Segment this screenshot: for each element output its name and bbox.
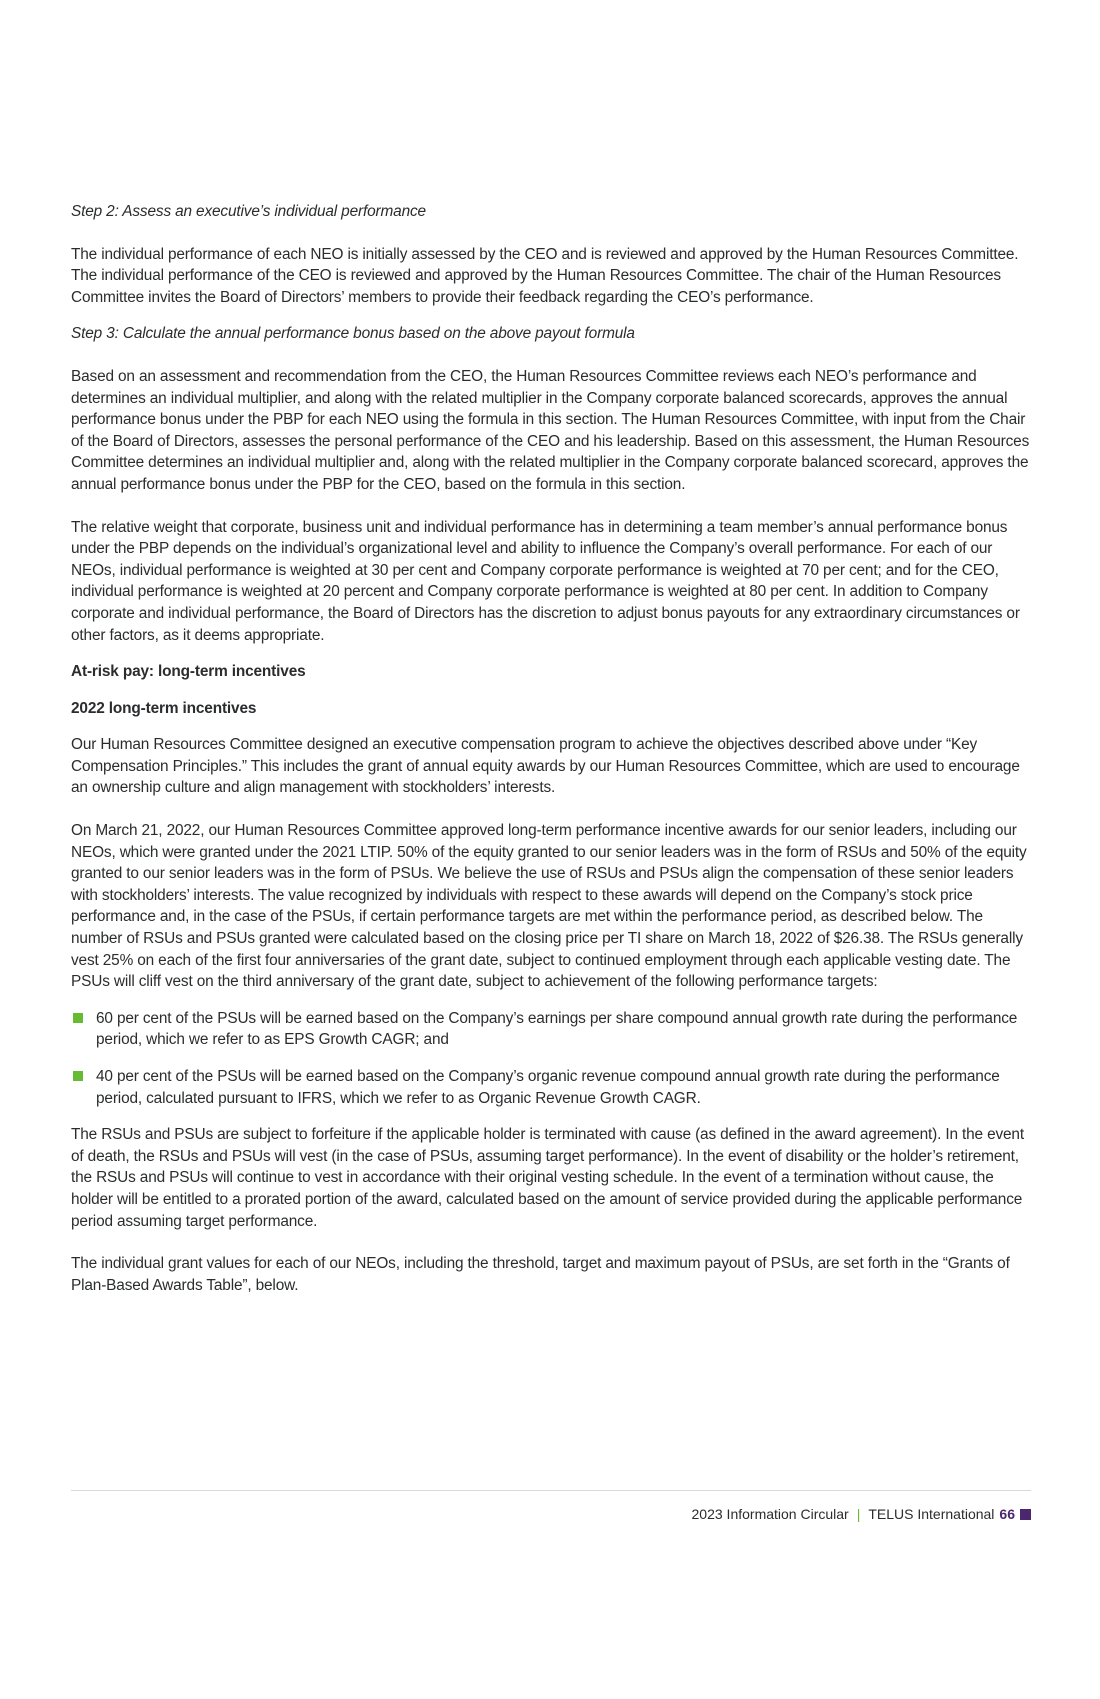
footer-divider — [71, 1490, 1031, 1491]
lti-paragraph-2: On March 21, 2022, our Human Resources Committee approved long-term performance incentive awards for our senior leaders, including our NEOs, which were granted under the 2021 LTIP. 50% of the equity granted to our senior leaders was in the form of RSUs and 50% of the equity granted to our senior leaders was in the form of PSUs. We believe the use of RSUs and PSUs align the compensation of these senior leaders with stockholders’ interests. The value recognized by individuals with respect to these awards will depend on the Company’s stock price performance and, in the case of the PSUs, if certain performance targets are met within the performance period, as described below. The number of RSUs and PSUs granted were calculated based on the closing price per TI share on March 18, 2022 of $26.38. The RSUs generally vest 25% on each of the first four anniversaries of the grant date, subject to continued employment through each applicable vesting date. The PSUs will cliff vest on the third anniversary of the grant date, subject to achievement of the following performance targets: — [71, 822, 1027, 991]
grant-values-paragraph: The individual grant values for each of our NEOs, including the threshold, target and maximum payout of PSUs, are set forth in the “Grants of Plan-Based Awards Table”, below. — [71, 1255, 1010, 1294]
list-item-text: 60 per cent of the PSUs will be earned based on the Company’s earnings per share compound annual growth rate during the performance period, which we refer to as EPS Growth CAGR; and — [96, 1009, 1018, 1049]
step3-paragraph-2: The relative weight that corporate, business unit and individual performance has in determining a team member’s annual performance bonus under the PBP depends on the individual’s organizational level and ability to influence the Company’s overall performance. For each of our NEOs, individual performance is weighted at 30 per cent and Company corporate performance is weighted at 70 per cent; and for the CEO, individual performance is weighted at 20 percent and Company corporate performance is weighted at 80 per cent. In addition to Company corporate and individual performance, the Board of Directors has the discretion to adjust bonus payouts for any extraordinary circumstances or other factors, as it deems appropriate. — [71, 518, 1020, 644]
purple-square-icon — [1020, 1509, 1031, 1520]
footer-doc-title: 2023 Information Circular — [691, 1506, 849, 1522]
step3-paragraph-1: Based on an assessment and recommendation from the CEO, the Human Resources Committee reviews each NEO’s performance and determines an individual multiplier, and along with the related multiplier in the Company corporate balanced scorecards, approves the annual performance bonus under the PBP for each NEO using the formula in this section. The Human Resources Committee, with input from the Chair of the Board of Directors, assesses the personal performance of the CEO and his leadership. Based on this assessment, the Human Resources Committee determines an individual multiplier and, along with the related multiplier in the Company corporate balanced scorecard, approves the annual performance bonus under the PBP for the CEO, based on the formula in this section. — [71, 367, 1030, 493]
footer-separator: | — [856, 1506, 861, 1522]
step2-paragraph: The individual performance of each NEO is initially assessed by the CEO and is reviewed and approved by the Human Resources Committee. The individual performance of the CEO is reviewed and approved by the Human Resources Committee. The chair of the Human Resources Committee invites the Board of Directors’ members to provide their feedback regarding the CEO’s performance. — [71, 245, 1019, 306]
green-square-bullet-icon — [73, 1071, 83, 1081]
page-number: 66 — [999, 1506, 1015, 1522]
green-square-bullet-icon — [73, 1013, 83, 1023]
page-body — [71, 201, 1031, 1296]
lti-paragraph-1: Our Human Resources Committee designed an executive compensation program to achieve the objectives described above under “Key Compensation Principles.” This includes the grant of annual equity awards by our Human Resources Committee, which are used to encourage an ownership culture and align management with stockholders’ interests. — [71, 736, 1020, 797]
list-item — [71, 1008, 1031, 1051]
lti-heading: 2022 long-term incentives — [71, 699, 257, 717]
page-footer — [692, 1505, 1031, 1523]
list-item-text: 40 per cent of the PSUs will be earned based on the Company’s organic revenue compound annual growth rate during the performance period, calculated pursuant to IFRS, which we refer to as Organic Revenue Growth CAGR. — [96, 1068, 1000, 1107]
footer-company: TELUS International — [868, 1506, 995, 1522]
forfeiture-paragraph: The RSUs and PSUs are subject to forfeiture if the applicable holder is terminated with cause (as defined in the award agreement). In the event of death, the RSUs and PSUs will vest (in the case of PSUs, assuming target performance). In the event of disability or the holder’s retirement, the RSUs and PSUs will continue to vest in accordance with their original vesting schedule. In the event of a termination without cause, the holder will be entitled to a prorated portion of the award, calculated based on the amount of service provided during the applicable performance period assuming target performance. — [71, 1126, 1024, 1230]
list-item — [71, 1066, 1031, 1109]
step3-heading: Step 3: Calculate the annual performance bonus based on the above payout formula — [71, 325, 635, 343]
step2-heading: Step 2: Assess an executive’s individual performance — [71, 203, 426, 220]
performance-targets-list — [71, 1008, 1031, 1109]
at-risk-heading: At-risk pay: long-term incentives — [71, 663, 306, 681]
